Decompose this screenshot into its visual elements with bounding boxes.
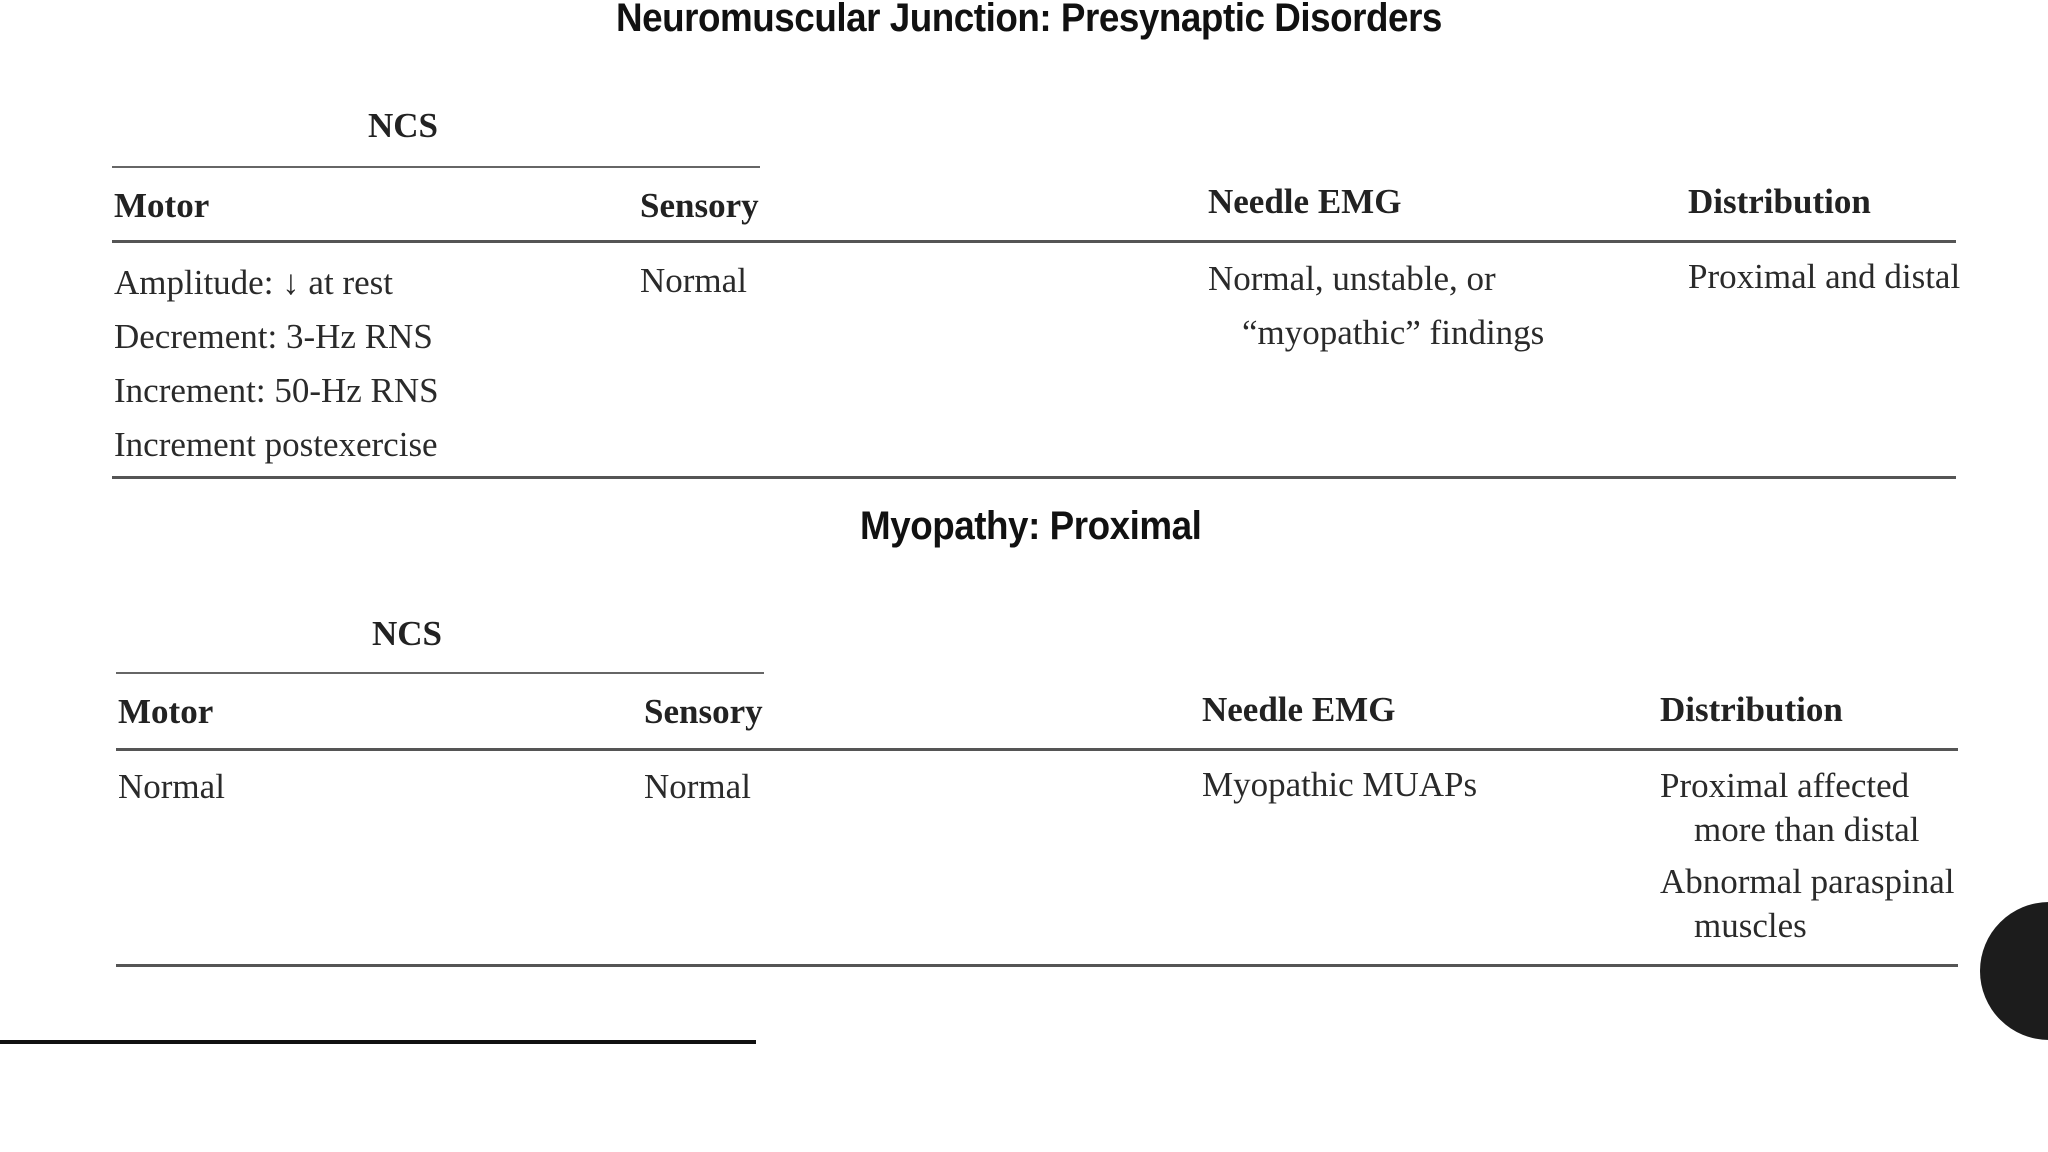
column-header-distribution: Distribution	[1660, 690, 1843, 729]
cell-line: Myopathic MUAPs	[1202, 765, 1478, 804]
cell-needle-emg	[1208, 252, 1544, 360]
cell-distribution	[1688, 250, 1960, 304]
cell-line: Proximal and distal	[1688, 257, 1961, 296]
column-header-sensory: Sensory	[644, 692, 763, 731]
cell-line: Normal	[118, 767, 225, 806]
cell-line: Normal	[640, 261, 747, 300]
cell-line: Increment postexercise	[114, 425, 438, 464]
column-header-needle-emg: Needle EMG	[1202, 690, 1396, 729]
ncs-group-label: NCS	[368, 106, 439, 145]
cell-line: Amplitude: ↓ at rest	[114, 263, 393, 302]
cell-line: muscles	[1694, 906, 1807, 945]
column-header-motor: Motor	[114, 186, 210, 225]
table-bottom-rule	[116, 964, 1958, 967]
slide-corner-circle	[1980, 902, 2048, 1040]
cell-line: Abnormal paraspinal	[1660, 862, 1955, 901]
cell-distribution	[1660, 764, 1955, 948]
cell-motor	[118, 760, 225, 814]
section-title-nmj: Neuromuscular Junction: Presynaptic Disorders	[616, 0, 1442, 40]
header-rule	[112, 240, 1956, 243]
ncs-group-label: NCS	[372, 614, 443, 653]
cell-line: “myopathic” findings	[1242, 313, 1545, 352]
footer-divider	[0, 1040, 756, 1044]
cell-line: more than distal	[1694, 810, 1920, 849]
cell-line: Normal	[644, 767, 751, 806]
column-header-needle-emg: Needle EMG	[1208, 182, 1402, 221]
column-header-sensory: Sensory	[640, 186, 759, 225]
ncs-group-rule	[112, 166, 760, 168]
cell-needle-emg	[1202, 758, 1477, 812]
cell-motor	[114, 256, 634, 472]
cell-sensory	[640, 254, 747, 308]
column-header-motor: Motor	[118, 692, 214, 731]
cell-line: Proximal affected	[1660, 766, 1910, 805]
cell-sensory	[644, 760, 751, 814]
cell-line: Normal, unstable, or	[1208, 259, 1496, 298]
ncs-group-rule	[116, 672, 764, 674]
section-title-myopathy: Myopathy: Proximal	[860, 504, 1202, 548]
header-rule	[116, 748, 1958, 751]
cell-line: Increment: 50-Hz RNS	[114, 371, 439, 410]
table-bottom-rule	[112, 476, 1956, 479]
column-header-distribution: Distribution	[1688, 182, 1871, 221]
cell-line: Decrement: 3-Hz RNS	[114, 317, 433, 356]
